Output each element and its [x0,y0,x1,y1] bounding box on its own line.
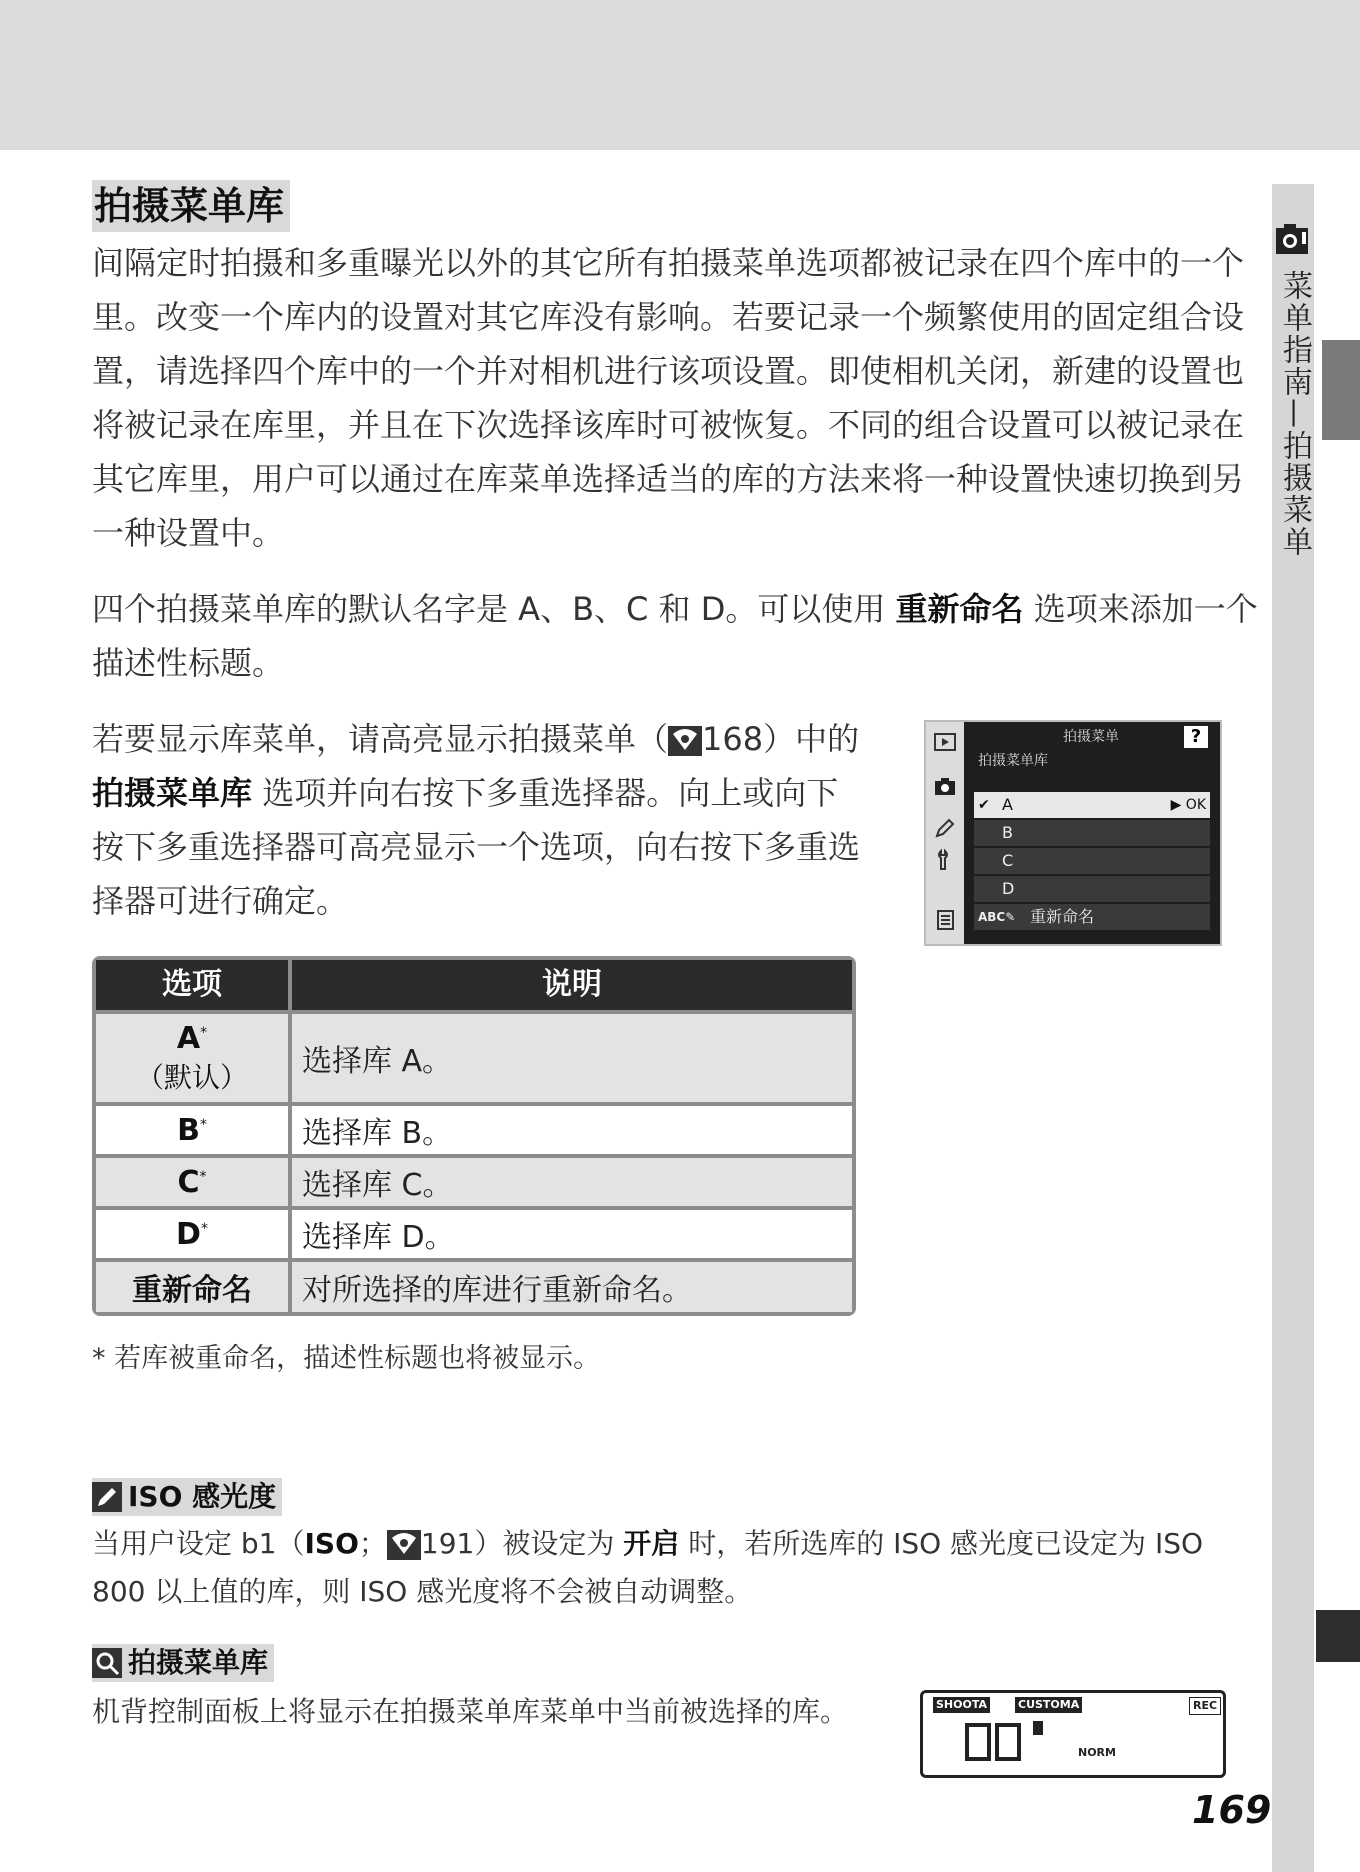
recent-settings-icon [933,908,957,932]
abc-pencil-icon: ABC✎ [978,910,1016,924]
options-table [92,956,856,1316]
table-row: 重新命名 对所选择的库进行重新命名。 [96,1262,852,1312]
ok-indicator: ▶ OK [1170,797,1206,813]
lcd-digits-icon [963,1719,1083,1763]
menu-tab-column [926,722,964,944]
check-icon: ✔ [978,797,990,813]
note-iso-heading: ISO 感光度 [92,1478,282,1516]
bank-row-a: ✔ A ▶ OK [974,792,1210,818]
menu-subtitle: 拍摄菜单库 [978,753,1048,769]
table-header-row [96,960,852,1010]
shooting-bank-option-ref: 拍摄菜单库 [92,774,253,812]
norm-label: NORM [1075,1745,1119,1761]
bank-list [974,792,1210,932]
table-row: A* （默认） 选择库 A。 [96,1014,852,1102]
note-iso-body: 当用户设定 b1（ISO； 191）被设定为 开启 时，若所选库的 ISO 感光度已设定为 ISO 800 以上值的库，则 ISO 感光度将不会被自动调整。 [92,1527,1204,1608]
camera-tab-icon [933,774,957,798]
table-row: B* 选择库 B。 [96,1106,852,1154]
top-banner [0,0,1360,150]
shoot-label: SHOOTA [933,1697,990,1713]
thumb-tab [1322,340,1360,440]
playback-icon [933,730,957,754]
help-icon: ? [1184,726,1208,748]
bank-row-rename: ABC✎ 重新命名 [974,904,1210,930]
table-row: D* 选择库 D。 [96,1210,852,1258]
rec-label: REC [1189,1697,1221,1715]
thumb-tab-lower [1316,1610,1360,1662]
header-description: 说明 [292,960,852,1010]
note-pencil-icon [92,1482,122,1512]
default-names-paragraph: 四个拍摄菜单库的默认名字是 A、B、C 和 D。可以使用 重新命名 选项来添加一个描述性标题。 [92,590,1258,682]
bank-row-b: B [974,820,1210,846]
page-reference-icon [668,726,702,756]
bank-row-d: D [974,876,1210,902]
section-title: 拍摄菜单库 [92,180,290,232]
camera-menu-screen [924,720,1222,946]
camera-icon [1275,222,1309,256]
table-footnote: * 若库被重命名，描述性标题也将被显示。 [92,1343,601,1374]
magnifier-icon [92,1648,122,1678]
bank-row-c: C [974,848,1210,874]
pencil-icon [933,816,957,840]
menu-header: 拍摄菜单 [1063,729,1119,745]
note-bank-heading: 拍摄菜单库 [92,1644,274,1682]
note-bank-body: 机背控制面板上将显示在拍摄菜单库菜单中当前被选择的库。 [92,1695,849,1728]
page-number: 169 [1192,1788,1272,1832]
wrench-icon [933,848,957,872]
page-reference-icon [387,1530,421,1560]
table-row: C* 选择库 C。 [96,1158,852,1206]
header-option: 选项 [96,960,288,1010]
control-panel-illustration [920,1690,1226,1778]
custom-label: CUSTOMA [1015,1697,1082,1713]
rename-option-ref: 重新命名 [895,590,1024,628]
chapter-title: 菜单指南—拍摄菜单 [1277,270,1312,558]
display-menu-paragraph: 若要显示库菜单，请高亮显示拍摄菜单（ 168）中的 拍摄菜单库 选项并向右按下多重选择器。向上或向下按下多重选择器可高亮显示一个选项，向右按下多重选择器可进行确定。 [92,720,861,920]
intro-paragraph: 间隔定时拍摄和多重曝光以外的其它所有拍摄菜单选项都被记录在四个库中的一个里。改变一个库内的设置对其它库没有影响。若要记录一个频繁使用的固定组合设置，请选择四个库中的一个并对相机进行该项设置。即使相机关闭，新建的设置也将被记录在库里，并且在下次选择该库时可被恢复。不同的组合设置可以被记录在其它库里，用户可以通过在库菜单选择适当的库的方法来将一种设置快速切换到另一种设置中。 [92,244,1245,552]
